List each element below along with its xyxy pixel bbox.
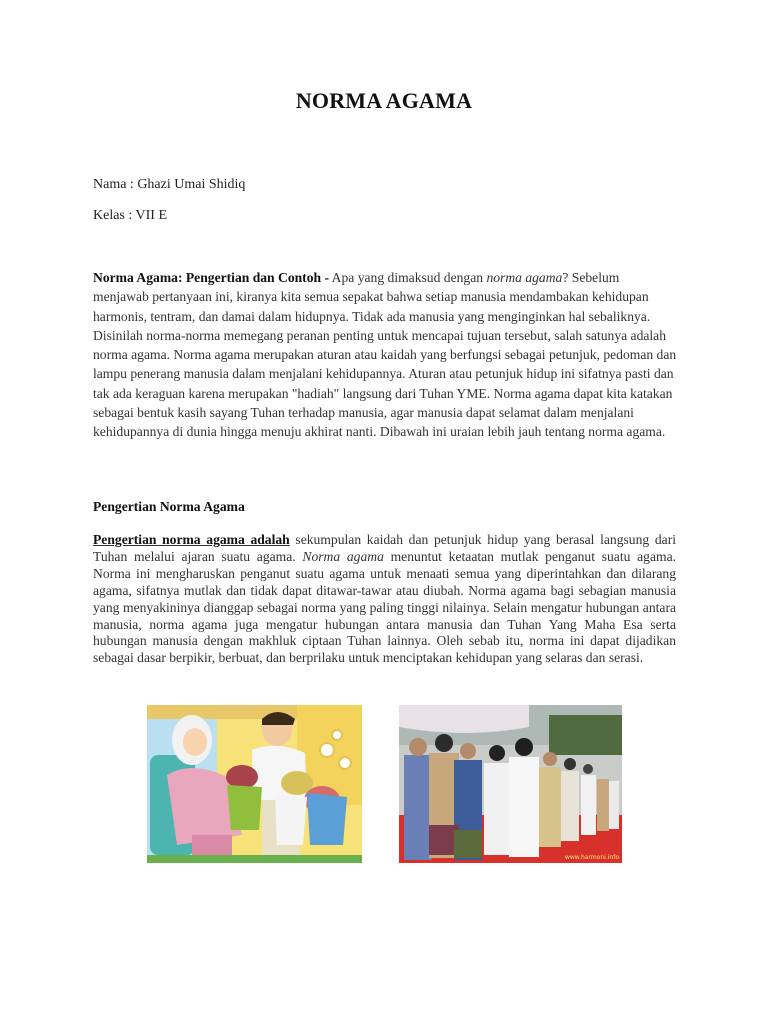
- definition-italic: Norma agama: [302, 548, 384, 564]
- student-name: Nama : Ghazi Umai Shidiq: [93, 177, 246, 192]
- people-shaking-hands-photo: [399, 705, 622, 863]
- section-heading: Pengertian Norma Agama: [93, 499, 245, 514]
- intro-text-1: Apa yang dimaksud dengan: [329, 270, 487, 285]
- definition-paragraph: [93, 532, 676, 667]
- definition-text-2: menuntut ketaatan mutlak penganut suatu agama. Norma ini mengharuskan penganut suatu agama untuk menaati semua yang diperintahkan dan dilarang agama, sifatnya mutlak dan tidak dapat ditawar-tawar atau diubah. Norma agama bagi sebagian manusia yang menyakininya dianggap sebagai norma yang paling tinggi nilainya. Selain mengatur hubungan antara manusia, norma agama juga mengatur hubungan antara manusia dan Tuhan Yang Maha Esa serta hubungan manusia dengan makhluk ciptaan Tuhan lainnya. Oleh sebab itu, norma ini dapat dijadikan sebagai dasar berpikir, berbuat, dan berprilaku untuk menciptakan kehidupan yang selaras dan serasi.: [93, 548, 676, 666]
- image-watermark: www.harmoni.info: [564, 854, 619, 861]
- intro-text-2: ? Sebelum menjawab pertanyaan ini, kiranya kita semua sepakat bahwa setiap manusia mendambakan kehidupan harmonis, tentram, dan damai dalam hidupnya. Tidak ada manusia yang menginginkan hal sebaliknya. Disinilah norma-norma memegang peranan penting untuk mencapai tujuan tersebut, salah satunya adalah norma agama. Norma agama merupakan aturan atau kaidah yang berfungsi sebagai petunjuk, pedoman dan lampu penerang manusia dalam menjalani kehidupannya. Aturan atau petunjuk hidup ini sifatnya pasti dan tak ada keraguan karena merupakan "hadiah" langsung dari Tuhan YME. Norma agama dapat kita katakan sebagai bentuk kasih sayang Tuhan terhadap manusia, agar manusia dapat selamat dalam menjalani kehidupannya di dunia hingga menuju akhirat nanti. Dibawah ini uraian lebih jauh tentang norma agama.: [93, 270, 677, 440]
- intro-lead: Norma Agama: Pengertian dan Contoh -: [93, 270, 329, 285]
- definition-text-1: sekumpulan kaidah dan petunjuk hidup yang berasal langsung dari Tuhan melalui ajaran suatu agama.: [93, 532, 676, 564]
- definition-lead: Pengertian norma agama adalah: [93, 532, 290, 547]
- intro-paragraph: [93, 268, 678, 442]
- cartoon-family-illustration: [147, 705, 362, 863]
- student-class: Kelas : VII E: [93, 208, 167, 223]
- intro-italic: norma agama: [486, 270, 563, 285]
- page-title: NORMA AGAMA: [295, 88, 473, 113]
